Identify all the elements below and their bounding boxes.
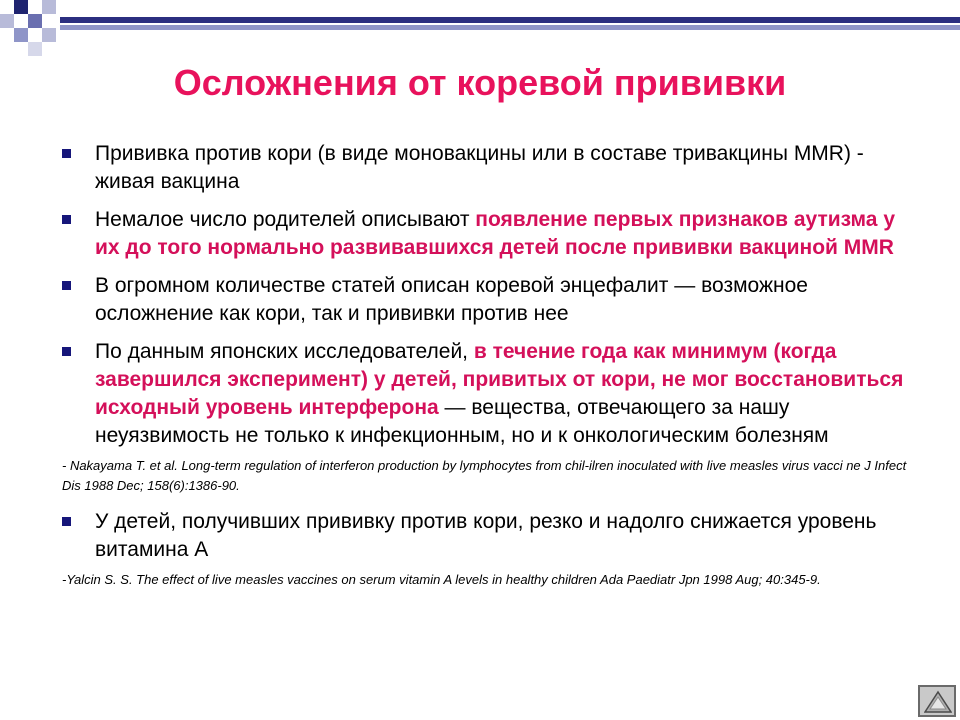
bullet-item xyxy=(62,140,922,196)
bullet-item xyxy=(62,338,922,450)
back-button[interactable] xyxy=(918,685,956,717)
square-bullet-icon xyxy=(62,281,71,290)
bullet-highlight: в течение года как минимум (когда завершился эксперимент) у детей, привитых от кори, не мог восстановиться исходный уровень интерферона xyxy=(95,340,904,419)
slide-title: Осложнения от коревой прививки xyxy=(173,62,787,103)
bullet-text: В огромном количестве статей описан коревой энцефалит — возможное осложнение как кори, так и прививки против нее xyxy=(95,274,808,325)
square-bullet-icon xyxy=(62,215,71,224)
bullet-text: Прививка против кори (в виде моновакцины или в составе тривакцины MMR) - живая вакцина xyxy=(95,142,864,193)
bullet-item xyxy=(62,206,922,262)
bullet-highlight: появление первых признаков аутизма у их до того нормально развивавшихся детей после прививки вакциной MMR xyxy=(95,208,896,259)
bullet-item xyxy=(62,272,922,328)
square-bullet-icon xyxy=(62,347,71,356)
bullet-item xyxy=(62,508,922,564)
square-bullet-icon xyxy=(62,517,71,526)
slide-body xyxy=(62,140,922,602)
bullet-text: У детей, получивших прививку против кори, резко и надолго снижается уровень витамина А xyxy=(95,510,877,561)
bullet-text-after: — вещества, отвечающего за нашу неуязвимость не только к инфекционным, но и к онкологическим болезням xyxy=(95,396,829,447)
bullet-text: По данным японских исследователей, xyxy=(95,340,474,363)
decorative-squares xyxy=(0,0,80,60)
header-rule xyxy=(60,17,960,30)
bullet-text: Немалое число родителей описывают xyxy=(95,208,476,231)
reference-note: - Nakayama T. et al. Long-term regulation of interferon production by lymphocytes from chil-ilren inoculated with live measles virus vacci ne J Infect Dis 1988 Dec; 158(6):1386-90. xyxy=(62,458,907,493)
square-bullet-icon xyxy=(62,149,71,158)
reference-note: -Yalcin S. S. The effect of live measles vaccines on serum vitamin A levels in healthy children Ada Paediatr Jpn 1998 Aug; 40:345-9. xyxy=(62,572,821,587)
back-triangle-icon xyxy=(924,690,952,714)
